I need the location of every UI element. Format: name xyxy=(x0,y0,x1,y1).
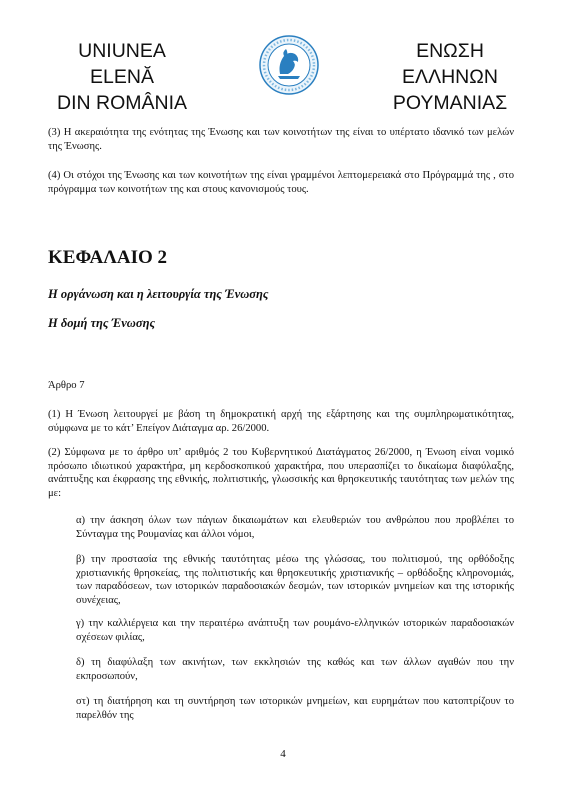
union-emblem-icon xyxy=(258,34,320,96)
page-number: 4 xyxy=(280,748,286,760)
header-left-line2: DIN ROMÂNIA xyxy=(56,92,187,114)
list-item-a: α) την άσκηση όλων των πάγιων δικαιωμάτων και ελευθεριών του ανθρώπου που προβλέπει το Σύνταγμα της Ρουμανίας και άλλοι νόμοι, xyxy=(76,515,514,540)
paragraph-3: (3) Η ακεραιότητα της ενότητας της Ένωσης και των κοινοτήτων της είναι το υπέρτατο ιδανικό των μελών της Ένωσης. xyxy=(48,127,514,152)
header-right-line1: ΕΝΩΣΗ ΕΛΛΗΝΩΝ xyxy=(402,40,498,88)
header-romanian-name xyxy=(52,38,192,116)
paragraph-4: (4) Οι στόχοι της Ένωσης και των κοινοτήτων της είναι γραμμένοι λεπτομερειακά στο Πρόγραμμά της , στο πρόγραμμα των κοινοτήτων της και στους κανονισμούς τους. xyxy=(48,170,514,195)
chapter-subtitle-structure: Η δομή της Ένωσης xyxy=(48,316,156,330)
article-paragraph-1: (1) Η Ένωση λειτουργεί με βάση τη δημοκρατική αρχή της εξάρτησης και της συμπληρωματικότητας, σύμφωνα με το κάτ’ Επείγον Διάταγμα αρ. 26/2000. xyxy=(48,409,514,434)
list-item-b: β) την προστασία της εθνικής ταυτότητας μέσω της γλώσσας, του πολιτισμού, της ορθόδοξης χριστιανικής θρησκείας, της πολιτιστικής και θρησκευτικής χριστιανικής – ορθόδοξης κληρονομιάς, των παραδόσεων, των ιστορικών παραδοσιακών δεσμών, των ιστορικών μνημείων και της ιστορικής συνέχειας, xyxy=(76,554,514,606)
list-item-c: γ) την καλλιέργεια και την περαιτέρω ανάπτυξη των ρουμάνο-ελληνικών ιστορικών παραδοσιακών σχέσεων φιλίας, xyxy=(76,618,514,643)
list-item-d: δ) τη διαφύλαξη των ακινήτων, των εκκλησιών της καθώς και των άλλων αγαθών που την εκπροσωπούν, xyxy=(76,657,514,682)
chapter-subtitle-organisation: Η οργάνωση και η λειτουργία της Ένωσης xyxy=(48,287,269,301)
header-greek-name xyxy=(370,38,530,116)
chapter-title: ΚΕΦΑΛΑΙΟ 2 xyxy=(48,247,168,268)
article-paragraph-2: (2) Σύμφωνα με το άρθρο υπ’ αριθμός 2 του Κυβερνητικού Διατάγματος 26/2000, η Ένωση είναι νομικό πρόσωπο ιδιωτικού χαρακτήρα, μη κερδοσκοπικού χαρακτήρα, που υπερασπίζει το δικαίωμα διαφύλαξης, ανάπτυξης και έκφρασης της εθνικής, πολιτιστικής, γλωσσικής και θρησκευτικής ταυτότητας των μελών της με: xyxy=(48,447,514,499)
list-item-e: στ) τη διατήρηση και τη συντήρηση των ιστορικών μνημείων, και ευρημάτων που κατοπτρίζουν το παρελθόν της xyxy=(76,696,514,721)
header-right-line2: ΡΟΥΜΑΝΙΑΣ xyxy=(392,92,508,114)
article-heading: Άρθρο 7 xyxy=(48,380,85,391)
header-left-line1: UNIUNEA ELENĂ xyxy=(78,40,166,88)
